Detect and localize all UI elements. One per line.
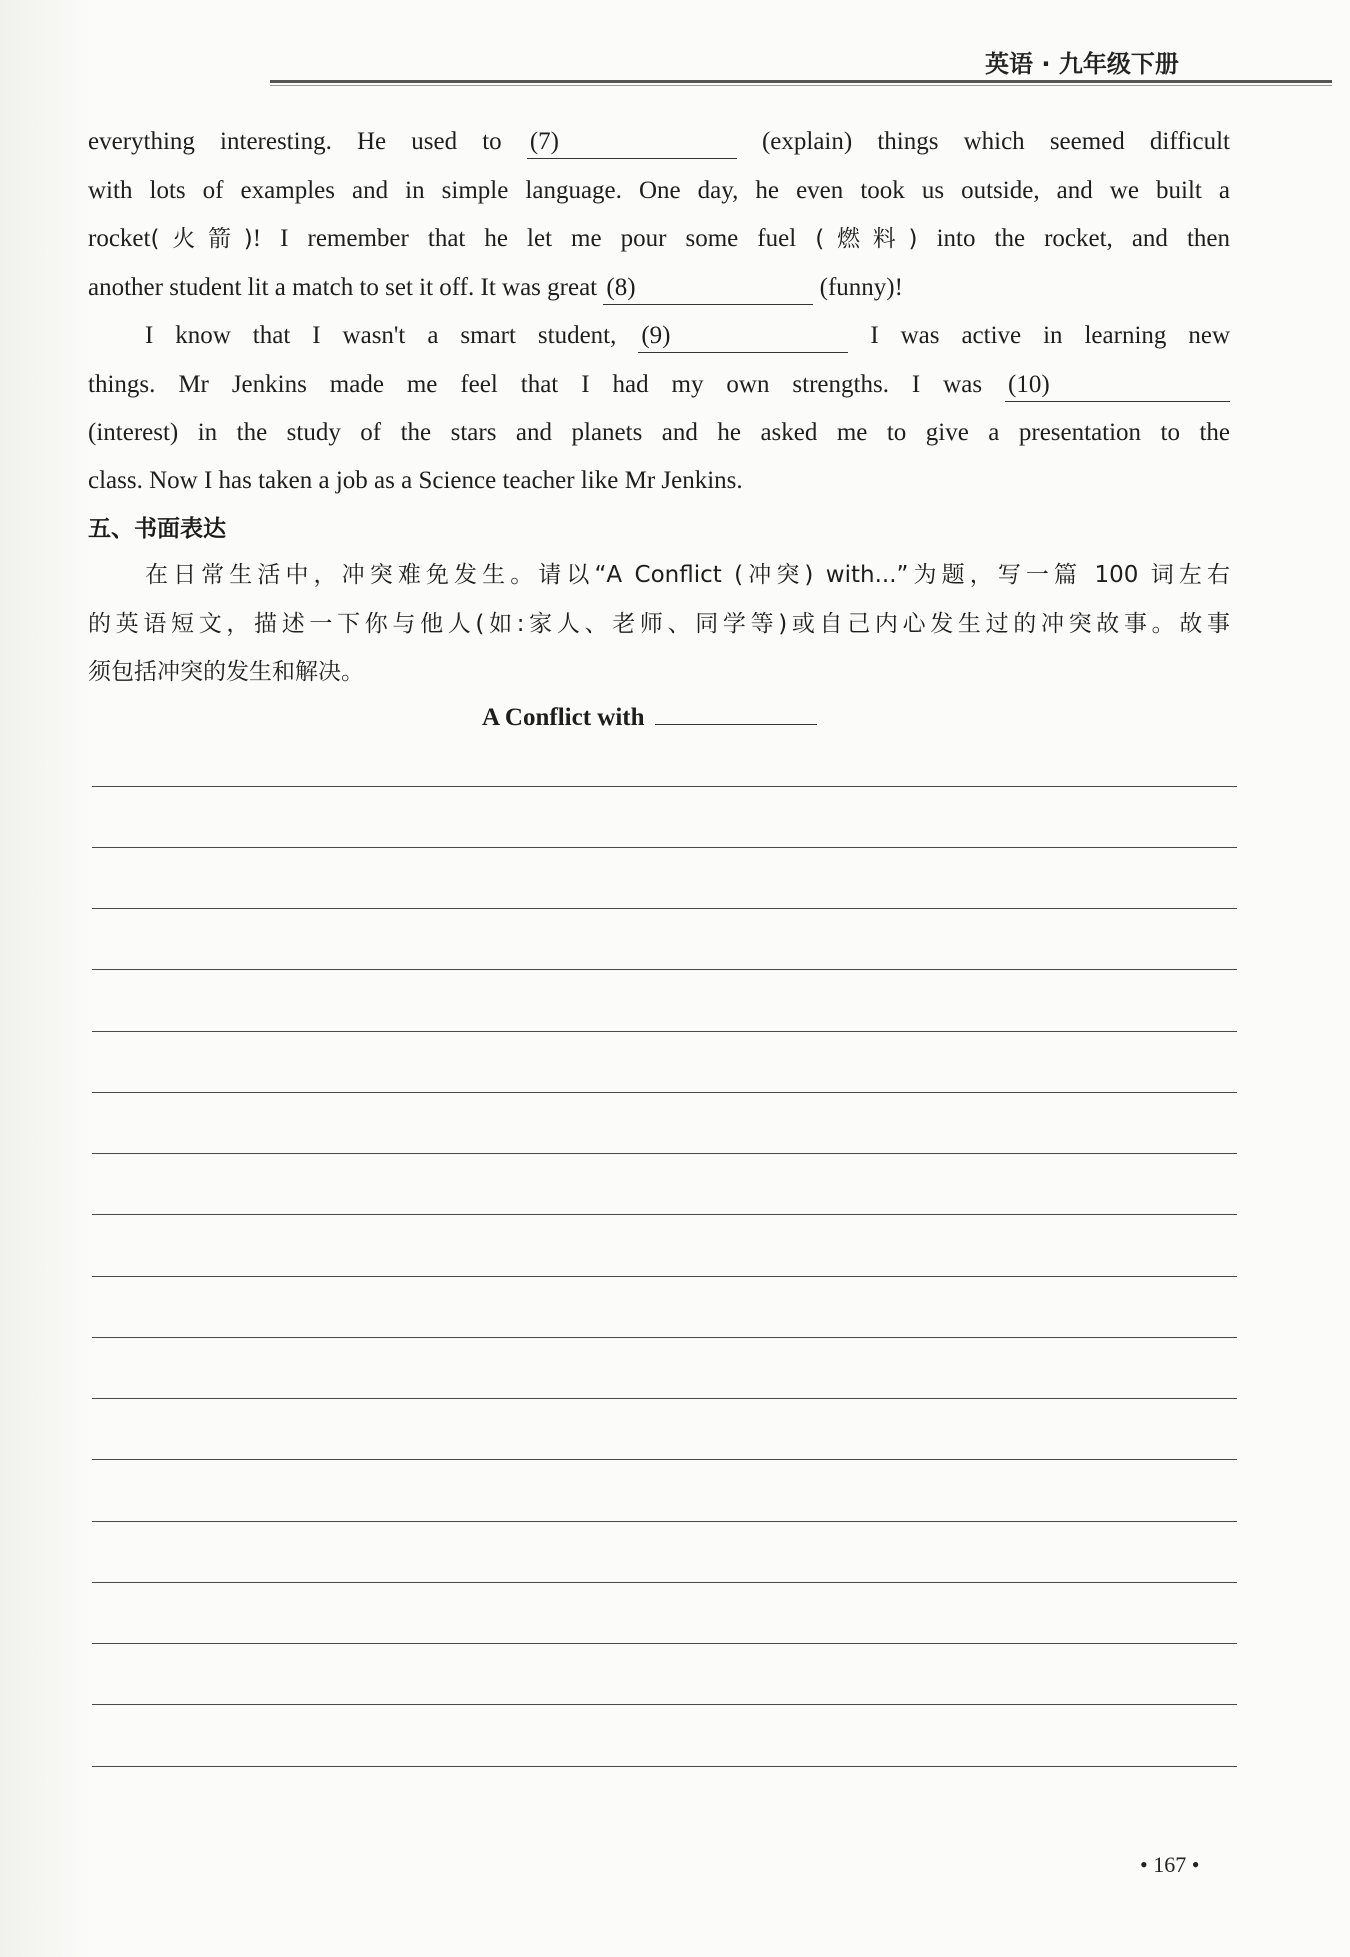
writing-line[interactable]	[92, 1521, 1237, 1522]
writing-line[interactable]	[92, 1704, 1237, 1705]
writing-line[interactable]	[92, 1398, 1237, 1399]
writing-line[interactable]	[92, 1031, 1237, 1032]
passage-text: (explain) things which seemed difficult	[761, 128, 1230, 155]
blank-7[interactable]: (7)	[527, 125, 737, 159]
page-number: • 167 •	[1140, 1852, 1200, 1877]
header-rule-thin	[270, 85, 1332, 86]
essay-title	[482, 700, 817, 732]
book-header: 英语 · 九年级下册	[985, 50, 1179, 78]
passage-line-8	[88, 456, 1230, 505]
gloss-rocket: (火箭)	[150, 226, 253, 252]
writing-line[interactable]	[92, 1766, 1237, 1767]
passage-line-5	[145, 311, 1230, 360]
passage-line-6	[88, 360, 1230, 409]
blank-10[interactable]: (10)	[1005, 368, 1230, 402]
passage-text: I know that I wasn't a smart student,	[145, 322, 617, 349]
passage-text: (funny)!	[819, 274, 903, 301]
writing-line[interactable]	[92, 1459, 1237, 1460]
passage-text: (interest) in the study of the stars and planets and he asked me to give a presentation to the	[88, 419, 1230, 446]
passage-text: I was active in learning new	[870, 322, 1231, 349]
passage-line-1	[88, 117, 1230, 166]
writing-line[interactable]	[92, 786, 1237, 787]
passage-text: rocket	[88, 225, 151, 252]
passage-text: with lots of examples and in simple language. One day, he even took us outside, and we built a	[88, 177, 1230, 204]
writing-line[interactable]	[92, 1092, 1237, 1093]
writing-line[interactable]	[92, 969, 1237, 970]
passage-text: into the rocket, and then	[936, 225, 1231, 252]
instruction-line-2: 的英语短文，描述一下你与他人(如:家人、老师、同学等)或自己内心发生过的冲突故事。故事	[88, 611, 1230, 637]
passage-line-4	[88, 263, 1230, 312]
writing-line[interactable]	[92, 847, 1237, 848]
writing-line[interactable]	[92, 1276, 1237, 1277]
passage-line-3	[88, 214, 1230, 263]
blank-9[interactable]: (9)	[638, 319, 848, 353]
passage-line-2	[88, 166, 1230, 215]
essay-title-blank[interactable]	[655, 700, 817, 725]
instruction-line-1: 在日常生活中，冲突难免发生。请以“A Conflict (冲突) with...”为题，写一篇 100 词左右	[145, 562, 1230, 588]
writing-area[interactable]	[92, 786, 1237, 1786]
passage-line-7	[88, 408, 1230, 457]
section-heading: 五、书面表达	[88, 516, 226, 542]
passage-text: another student lit a match to set it off. It was great	[88, 274, 598, 301]
writing-line[interactable]	[92, 1643, 1237, 1644]
header-rule	[270, 80, 1332, 83]
page-edge-shadow	[0, 0, 92, 1957]
passage-text: everything interesting. He used to	[88, 128, 502, 155]
passage-text: class. Now I has taken a job as a Science teacher like Mr Jenkins.	[88, 467, 743, 494]
blank-8[interactable]: (8)	[603, 271, 813, 305]
writing-line[interactable]	[92, 1582, 1237, 1583]
writing-line[interactable]	[92, 908, 1237, 909]
writing-line[interactable]	[92, 1214, 1237, 1215]
instruction-line-3: 须包括冲突的发生和解决。	[88, 659, 364, 685]
essay-title-text: A Conflict with	[482, 704, 645, 731]
passage-text: ! I remember that he let me pour some fuel	[252, 225, 797, 252]
writing-line[interactable]	[92, 1153, 1237, 1154]
passage-text: things. Mr Jenkins made me feel that I had my own strengths. I was	[88, 371, 983, 398]
writing-line[interactable]	[92, 1337, 1237, 1338]
gloss-fuel: (燃料)	[815, 226, 918, 252]
